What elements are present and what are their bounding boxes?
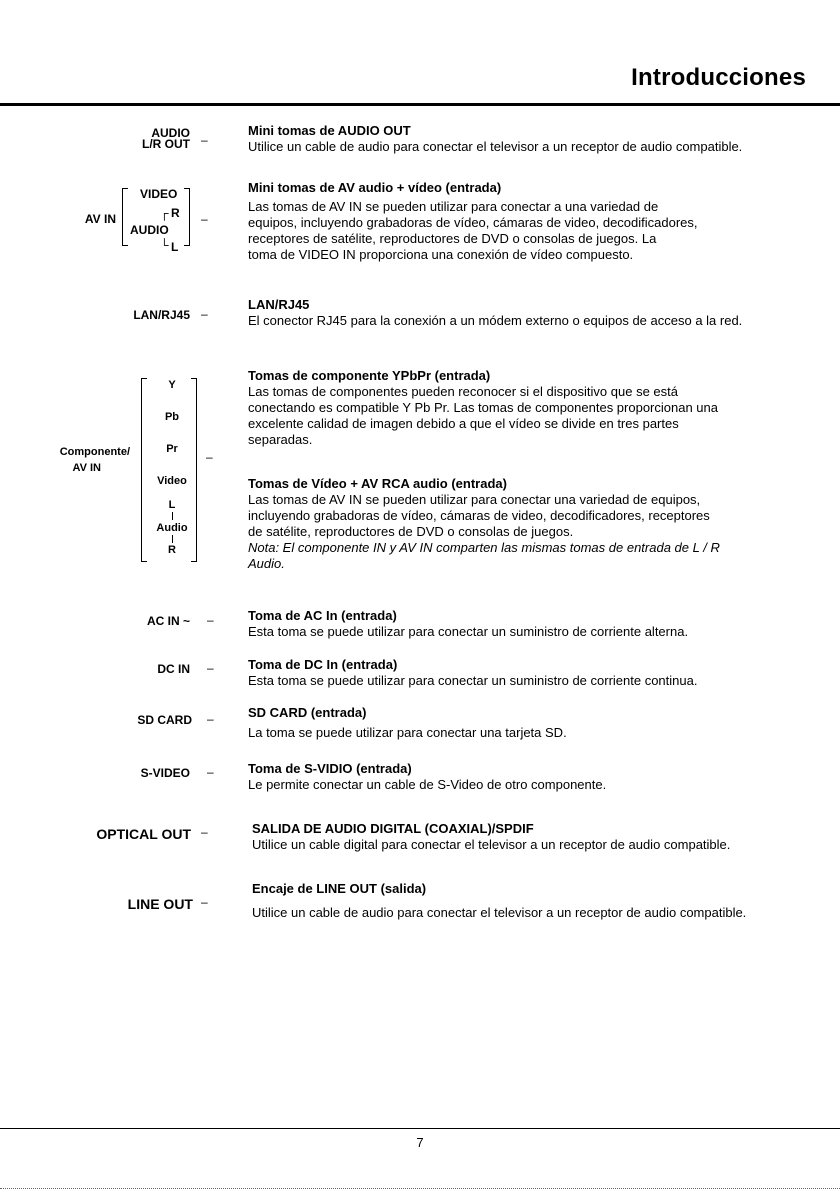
ac-in-body: Esta toma se puede utilizar para conectar un suministro de corriente alterna. xyxy=(248,624,689,639)
lan-label: LAN/RJ45 xyxy=(133,308,190,322)
bracket-right xyxy=(191,378,197,562)
dash: – xyxy=(207,765,214,779)
line-out-heading: Encaje de LINE OUT (salida) xyxy=(252,881,427,896)
audio3-label: Audio xyxy=(156,522,188,534)
component-line2: conectando es compatible Y Pb Pr. Las tomas de componentes proporcionan una xyxy=(248,400,718,415)
optical-block xyxy=(252,821,792,853)
page-number: 7 xyxy=(416,1135,424,1150)
lr-out-label: L/R OUT xyxy=(142,137,190,151)
av-audio-video-block xyxy=(248,180,788,263)
s-video-block xyxy=(248,761,788,793)
line-out-block xyxy=(252,881,812,921)
optical-heading: SALIDA DE AUDIO DIGITAL (COAXIAL)/SPDIF xyxy=(252,821,534,836)
sd-card-label: SD CARD xyxy=(137,713,192,727)
optical-body: Utilice un cable digital para conectar el televisor a un receptor de audio compatible. xyxy=(252,837,731,852)
y-label: Y xyxy=(168,379,176,391)
s-video-label: S-VIDEO xyxy=(140,766,190,780)
av-in2-label: AV IN xyxy=(72,462,101,474)
video2-label: Video xyxy=(157,475,187,487)
component-line3: excelente calidad de imagen debido a que el vídeo se divide en tres partes xyxy=(248,416,679,431)
component-heading: Tomas de componente YPbPr (entrada) xyxy=(248,368,491,383)
r-label: R xyxy=(171,206,180,220)
audio-out-body: Utilice un cable de audio para conectar el televisor a un receptor de audio compatible. xyxy=(248,139,743,154)
component-line1: Las tomas de componentes pueden reconocer si el dispositivo que se está xyxy=(248,384,678,399)
video-rca-line2: incluyendo grabadoras de vídeo, cámaras de video, decodificadores, receptores xyxy=(248,508,710,523)
s-video-body: Le permite conectar un cable de S-Video de otro componente. xyxy=(248,777,607,792)
l-corner: └ xyxy=(160,238,169,252)
l2-label: L xyxy=(168,499,176,511)
bracket-left xyxy=(141,378,147,562)
bracket-right xyxy=(184,188,190,246)
pb-label: Pb xyxy=(164,411,180,423)
s-video-heading: Toma de S-VIDIO (entrada) xyxy=(248,761,412,776)
ac-in-label: AC IN ~ xyxy=(146,614,190,628)
page-title: Introducciones xyxy=(631,64,806,91)
r2-label: R xyxy=(168,544,176,556)
dash: – xyxy=(207,613,214,627)
dash: – xyxy=(207,661,214,675)
av-line4: toma de VIDEO IN proporciona una conexión de vídeo compuesto. xyxy=(248,247,634,262)
component-line4: separadas. xyxy=(248,432,313,447)
dash: – xyxy=(207,712,214,726)
dc-in-label: DC IN xyxy=(157,662,190,676)
connector-line xyxy=(172,512,173,520)
component-block xyxy=(248,368,788,448)
audio-out-block xyxy=(248,123,788,155)
l-label: L xyxy=(171,240,179,254)
av-heading: Mini tomas de AV audio + vídeo (entrada) xyxy=(248,180,502,195)
connector-line xyxy=(172,535,173,543)
av-line2: equipos, incluyendo grabadoras de vídeo, cámaras de video, decodificadores, xyxy=(248,215,698,230)
lan-heading: LAN/RJ45 xyxy=(248,297,310,312)
optical-out-label: OPTICAL OUT xyxy=(96,826,191,842)
video-rca-note2: Audio. xyxy=(248,556,285,571)
dash: – xyxy=(206,450,213,464)
av-line3: receptores de satélite, reproductores de DVD o consolas de juegos. La xyxy=(248,231,657,246)
line-out-body: Utilice un cable de audio para conectar el televisor a un receptor de audio compatible. xyxy=(252,905,747,920)
video-rca-heading: Tomas de Vídeo + AV RCA audio (entrada) xyxy=(248,476,507,491)
dc-in-block xyxy=(248,657,788,689)
dash: – xyxy=(201,895,208,909)
video-rca-line1: Las tomas de AV IN se pueden utilizar para conectar una variedad de equipos, xyxy=(248,492,701,507)
ac-in-heading: Toma de AC In (entrada) xyxy=(248,608,397,623)
sd-card-heading: SD CARD (entrada) xyxy=(248,705,367,720)
componente-label: Componente/ xyxy=(59,446,130,458)
line-out-label: LINE OUT xyxy=(127,896,193,912)
dash: – xyxy=(201,307,208,321)
sd-card-body: La toma se puede utilizar para conectar una tarjeta SD. xyxy=(248,725,567,740)
sd-card-block xyxy=(248,705,788,741)
bottom-edge xyxy=(0,1188,840,1189)
audio-label: AUDIO xyxy=(151,126,190,140)
dc-in-heading: Toma de DC In (entrada) xyxy=(248,657,398,672)
footer-rule xyxy=(0,1128,840,1129)
dash: – xyxy=(201,212,208,226)
audio-out-heading: Mini tomas de AUDIO OUT xyxy=(248,123,411,138)
pr-label: Pr xyxy=(166,443,178,455)
video-rca-block xyxy=(248,476,788,572)
lan-body: El conector RJ45 para la conexión a un módem externo o equipos de acceso a la red. xyxy=(248,313,743,328)
dash: – xyxy=(201,825,208,839)
video-rca-note1: Nota: El componente IN y AV IN comparten las mismas tomas de entrada de L / R xyxy=(248,540,720,555)
lan-block xyxy=(248,297,788,329)
video-rca-line3: de satélite, reproductores de DVD o consolas de juegos. xyxy=(248,524,574,539)
ac-in-block xyxy=(248,608,788,640)
r-corner: ┌ xyxy=(160,206,169,220)
dash: – xyxy=(201,133,208,147)
av-in-label: AV IN xyxy=(84,212,116,226)
header-rule xyxy=(0,103,840,106)
bracket-left xyxy=(122,188,128,246)
video-label: VIDEO xyxy=(140,187,178,201)
audio2-label: AUDIO xyxy=(130,223,169,237)
dc-in-body: Esta toma se puede utilizar para conectar un suministro de corriente continua. xyxy=(248,673,698,688)
av-line1: Las tomas de AV IN se pueden utilizar para conectar a una variedad de xyxy=(248,199,659,214)
